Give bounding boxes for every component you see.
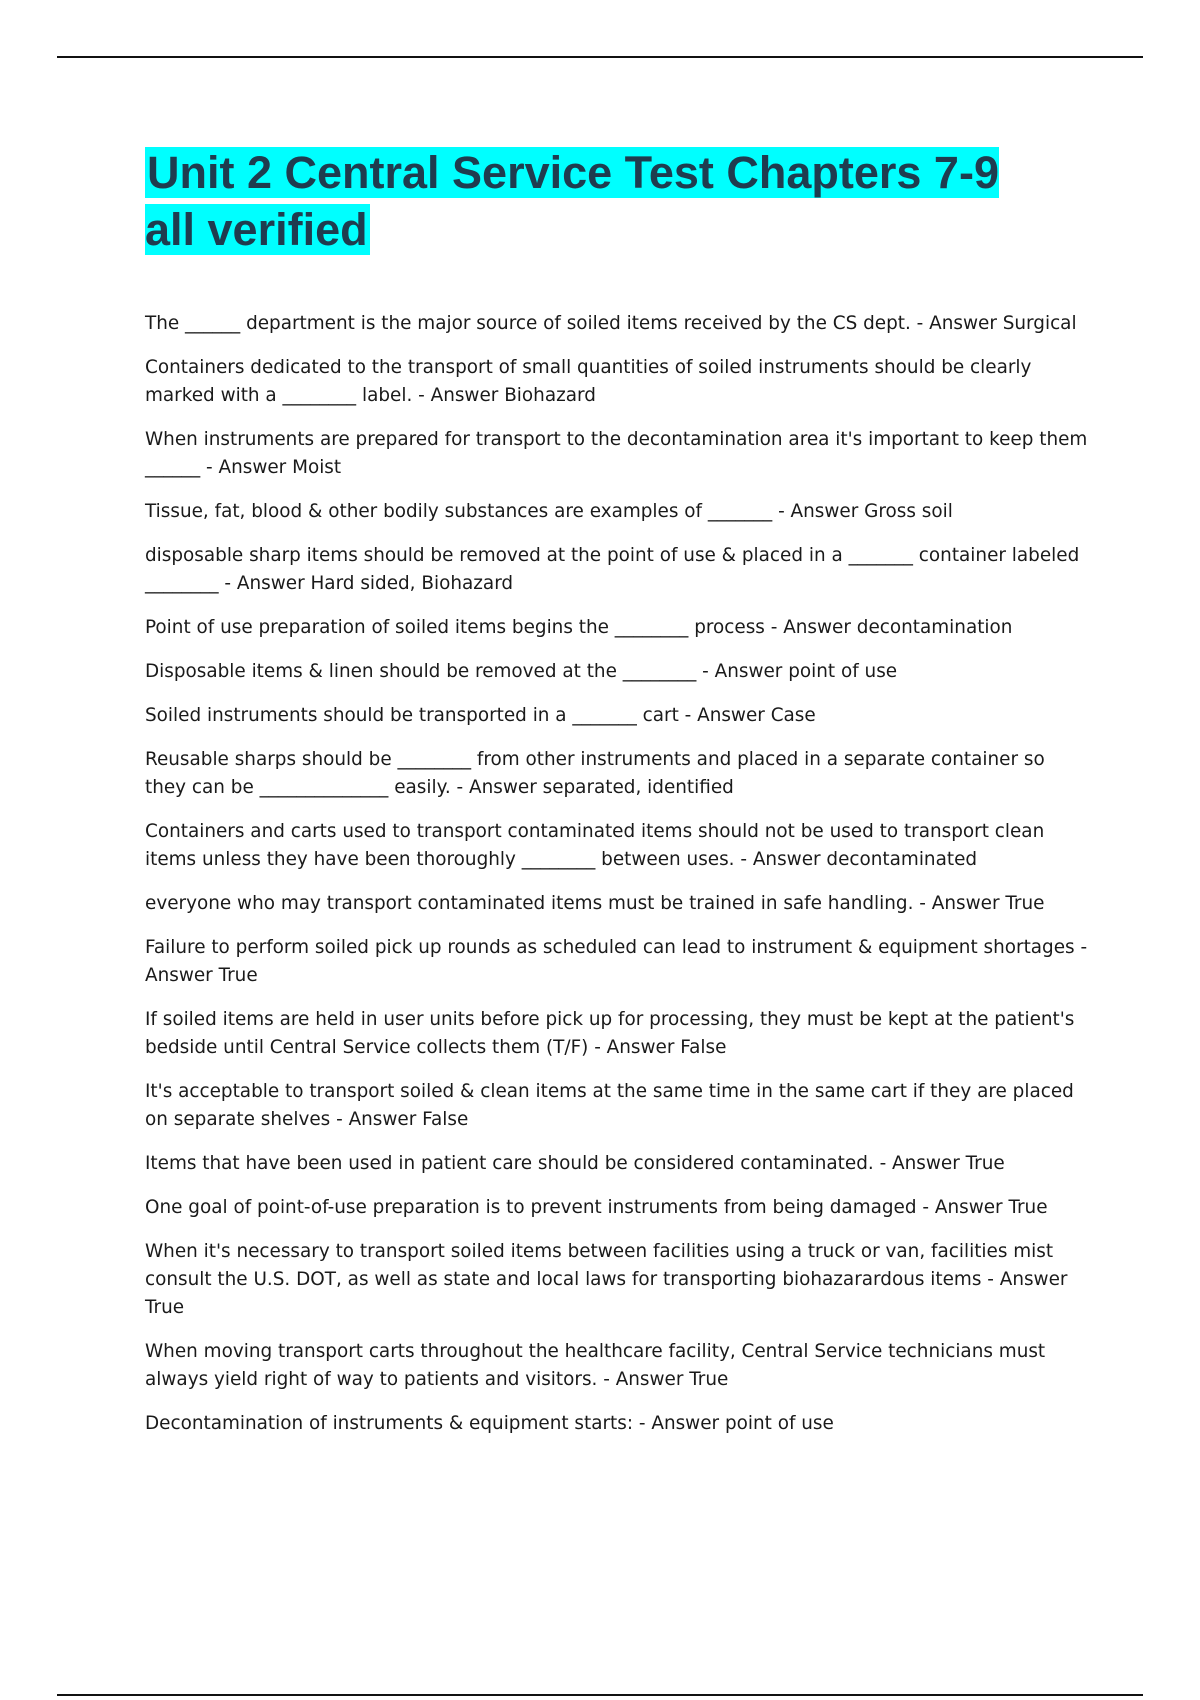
qa-item: Soiled instruments should be transported in a _______ cart - Answer Case [145, 705, 816, 726]
qa-item: Failure to perform soiled pick up rounds as scheduled can lead to instrument & equipment shortages - Answer True [145, 937, 1088, 986]
qa-item: Disposable items & linen should be removed at the ________ - Answer point of use [145, 661, 898, 682]
title-highlight: Unit 2 Central Service Test Chapters 7-9 all verified [145, 147, 999, 255]
qa-item: disposable sharp items should be removed at the point of use & placed in a _______ container labeled ________ - Answer Hard sided, Biohazard [145, 545, 1080, 594]
qa-item: Containers and carts used to transport contaminated items should not be used to transport clean items unless they have been thoroughly ________ between uses. - Answer decontaminated [145, 821, 1045, 870]
qa-item: Decontamination of instruments & equipment starts: - Answer point of use [145, 1413, 834, 1434]
qa-list [145, 310, 1090, 1454]
qa-item: Containers dedicated to the transport of small quantities of soiled instruments should be clearly marked with a ________ label. - Answer Biohazard [145, 357, 1032, 406]
qa-item: everyone who may transport contaminated items must be trained in safe handling. - Answer True [145, 893, 1045, 914]
qa-item: When it's necessary to transport soiled items between facilities using a truck or van, facilities mist consult the U.S. DOT, as well as state and local laws for transporting biohazarardous items - Answer True [145, 1241, 1068, 1318]
qa-item: The ______ department is the major source of soiled items received by the CS dept. - Answer Surgical [145, 313, 1077, 334]
qa-item: Tissue, fat, blood & other bodily substances are examples of _______ - Answer Gross soil [145, 501, 953, 522]
document-title [145, 144, 1045, 258]
qa-item: Point of use preparation of soiled items begins the ________ process - Answer decontamination [145, 617, 1013, 638]
header-rule [57, 56, 1143, 58]
qa-item: When instruments are prepared for transport to the decontamination area it's important to keep them ______ - Answer Moist [145, 429, 1088, 478]
qa-item: When moving transport carts throughout the healthcare facility, Central Service technicians must always yield right of way to patients and visitors. - Answer True [145, 1341, 1046, 1390]
qa-item: Reusable sharps should be ________ from other instruments and placed in a separate container so they can be ______________ easily. - Answer separated, identified [145, 749, 1045, 798]
qa-item: One goal of point-of-use preparation is to prevent instruments from being damaged - Answer True [145, 1197, 1048, 1218]
qa-item: It's acceptable to transport soiled & clean items at the same time in the same cart if they are placed on separate shelves - Answer False [145, 1081, 1074, 1130]
qa-item: If soiled items are held in user units before pick up for processing, they must be kept at the patient's bedside until Central Service collects them (T/F) - Answer False [145, 1009, 1075, 1058]
footer-rule [57, 1694, 1143, 1696]
qa-item: Items that have been used in patient care should be considered contaminated. - Answer True [145, 1153, 1005, 1174]
